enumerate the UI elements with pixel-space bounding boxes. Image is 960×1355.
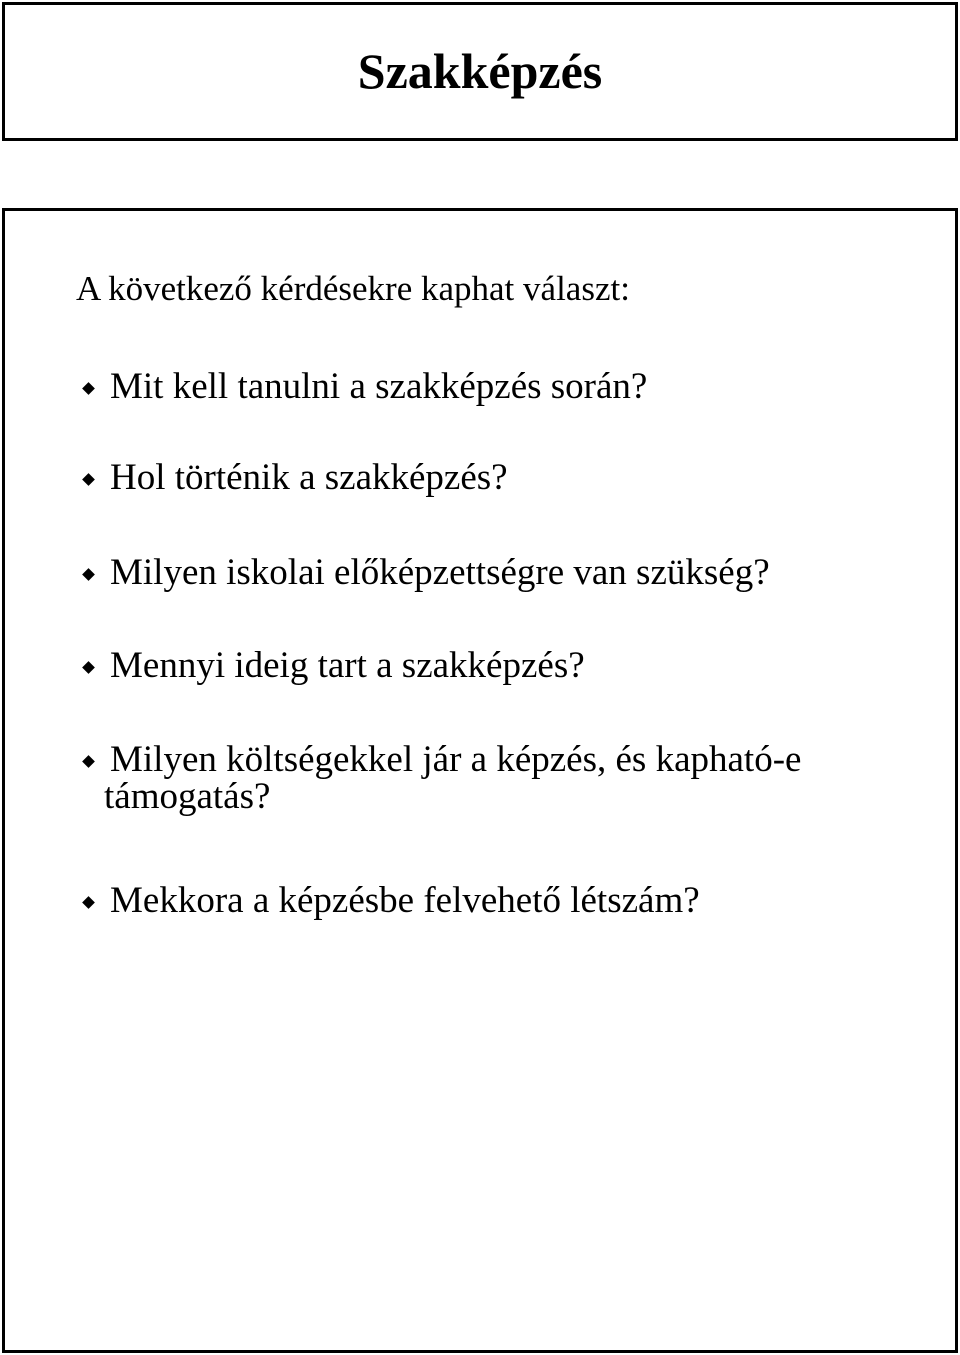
question-text-continuation: támogatás? — [104, 776, 271, 817]
diamond-bullet-icon — [82, 473, 95, 486]
list-item-5 — [76, 741, 900, 815]
question-text: Mit kell tanulni a szakképzés során? — [110, 366, 648, 407]
diamond-bullet-icon — [82, 382, 95, 395]
question-text: Mennyi ideig tart a szakképzés? — [110, 645, 585, 686]
list-item-1 — [76, 368, 647, 405]
diamond-bullet-icon — [82, 661, 95, 674]
question-text: Hol történik a szakképzés? — [110, 457, 508, 498]
title-box — [2, 2, 958, 141]
list-item-4 — [76, 647, 585, 684]
list-item-6 — [76, 882, 700, 919]
page-title: Szakképzés — [357, 42, 603, 99]
question-text: Milyen költségekkel jár a képzés, és kapható-e — [110, 739, 802, 780]
question-text: Milyen iskolai előképzettségre van szükség? — [110, 552, 770, 593]
diamond-bullet-icon — [82, 568, 95, 581]
question-text: Mekkora a képzésbe felvehető létszám? — [110, 880, 700, 921]
diamond-bullet-icon — [82, 896, 95, 909]
diamond-bullet-icon — [82, 755, 95, 768]
content-box — [2, 208, 958, 1353]
list-item-2 — [76, 459, 508, 496]
intro-text: A következő kérdésekre kaphat választ: — [76, 269, 630, 308]
list-item-3 — [76, 554, 770, 591]
